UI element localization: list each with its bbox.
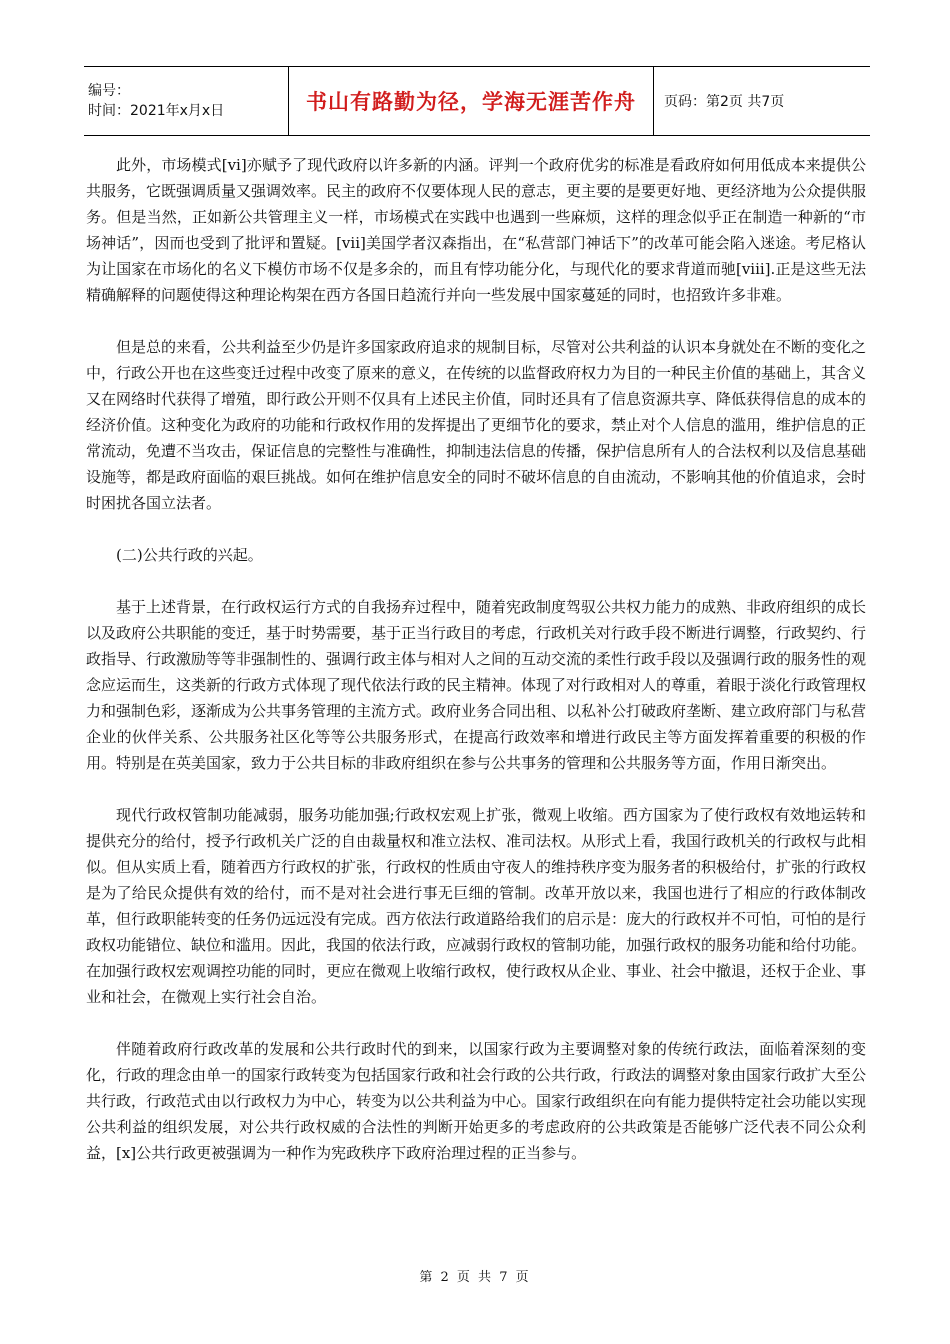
header-page-info: 页码：第2页 共7页: [653, 67, 870, 135]
page-footer: 第 2 页 共 7 页: [419, 1270, 531, 1285]
document-number-label: 编号：: [88, 83, 130, 99]
paragraph: 现代行政权管制功能减弱，服务功能加强;行政权宏观上扩张，微观上收缩。西方国家为了使行政权有效地运转和提供充分的给付，授予行政机关广泛的自由裁量权和准立法权、准司法权。从形式上看，我国行政机关的行政权与此相似。但从实质上看，随着西方行政权的扩张，行政权的性质由守夜人的维持秩序变为服务者的积极给付，扩张的行政权是为了给民众提供有效的给付，而不是对社会进行事无巨细的管制。改革开放以来，我国也进行了相应的行政体制改革，但行政职能转变的任务仍远远没有完成。西方依法行政道路给我们的启示是：庞大的行政权并不可怕，可怕的是行政权功能错位、缺位和滥用。因此，我国的依法行政，应减弱行政权的管制功能，加强行政权的服务功能和给付功能。在加强行政权宏观调控功能的同时，更应在微观上收缩行政权，使行政权从企业、事业、社会中撤退，还权于企业、事业和社会，在微观上实行社会自治。: [86, 806, 867, 1006]
page-header: [84, 66, 870, 136]
section-heading: (二)公共行政的兴起。: [116, 546, 263, 564]
paragraph: 此外，市场模式[vi]亦赋予了现代政府以许多新的内涵。评判一个政府优劣的标准是看政府如何用低成本来提供公共服务，它既强调质量又强调效率。民主的政府不仅要体现人民的意志，更主要的是要更好地、更经济地为公众提供服务。但是当然，正如新公共管理主义一样，市场模式在实践中也遇到一些麻烦，这样的理念似乎正在制造一种新的“市场神话”，因而也受到了批评和置疑。[vii]美国学者汉森指出，在“私营部门神话下”的改革可能会陷入迷途。考尼格认为让国家在市场化的名义下模仿市场不仅是多余的，而且有悖功能分化，与现代化的要求背道而驰[viii].正是这些无法精确解释的问题使得这种理论构架在西方各国日趋流行并向一些发展中国家蔓延的同时，也招致许多非难。: [86, 156, 867, 304]
header-meta: [84, 67, 289, 135]
paragraph: 但是总的来看，公共利益至少仍是许多国家政府追求的规制目标，尽管对公共利益的认识本身就处在不断的变化之中，行政公开也在这些变迁过程中改变了原来的意义，在传统的以监督政府权力为目的一种民主价值的基础上，其含义又在网络时代获得了增殖，即行政公开则不仅具有上述民主价值，同时还具有了信息资源共享、降低获得信息的成本的经济价值。这种变化为政府的功能和行政权作用的发挥提出了更细节化的要求，禁止对个人信息的滥用，维护信息的正常流动，免遭不当攻击，保证信息的完整性与准确性，抑制违法信息的传播，保护信息所有人的合法权利以及信息基础设施等，都是政府面临的艰巨挑战。如何在维护信息安全的同时不破坏信息的自由流动，不影响其他的价值追求，会时时困扰各国立法者。: [86, 338, 867, 512]
paragraph: 基于上述背景，在行政权运行方式的自我扬弃过程中，随着宪政制度驾驭公共权力能力的成熟、非政府组织的成长以及政府公共职能的变迁，基于时势需要，基于正当行政目的考虑，行政机关对行政手段不断进行调整，行政契约、行政指导、行政激励等等非强制性的、强调行政主体与相对人之间的互动交流的柔性行政手段以及强调行政的服务性的观念应运而生，这类新的行政方式体现了现代依法行政的民主精神。体现了对行政相对人的尊重，着眼于淡化行政管理权力和强制色彩，逐渐成为公共事务管理的主流方式。政府业务合同出租、以私补公打破政府垄断、建立政府部门与私营企业的伙伴关系、公共服务社区化等等公共服务形式，在提高行政效率和增进行政民主等方面发挥着重要的积极的作用。特别是在英美国家，致力于公共目标的非政府组织在参与公共事务的管理和公共服务等方面，作用日渐突出。: [86, 598, 867, 772]
paragraph: 伴随着政府行政改革的发展和公共行政时代的到来，以国家行政为主要调整对象的传统行政法，面临着深刻的变化，行政的理念由单一的国家行政转变为包括国家行政和社会行政的公共行政，行政法的调整对象由国家行政扩大至公共行政，行政范式由以行政权力为中心，转变为以公共利益为中心。国家行政组织在向有能力提供特定社会功能以实现公共利益的组织发展，对公共行政权威的合法性的判断开始更多的考虑政府的公共政策是否能够广泛代表不同公众利益，[x]公共行政更被强调为一种作为宪政秩序下政府治理过程的正当参与。: [86, 1040, 867, 1162]
document-time-label: 时间：2021年x月x日: [88, 103, 225, 119]
header-motto: 书山有路勤为径，学海无涯苦作舟: [306, 90, 636, 114]
document-body: [86, 152, 866, 1192]
